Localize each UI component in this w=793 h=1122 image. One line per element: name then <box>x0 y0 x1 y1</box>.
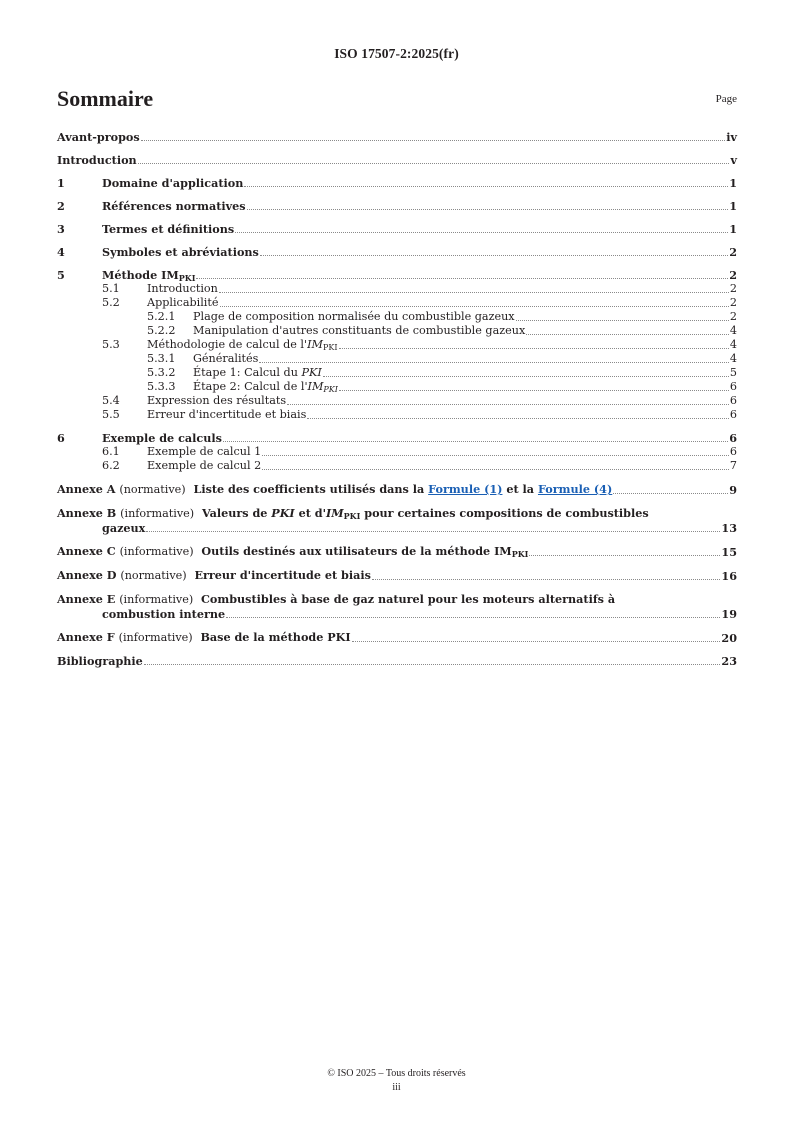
toc-number: 5 <box>57 268 65 282</box>
annex-type: (informative) <box>118 631 193 644</box>
dot-leader <box>529 555 720 556</box>
toc-page: 5 <box>729 366 737 379</box>
subscript: PKI <box>322 343 338 352</box>
toc-entry-introduction[interactable] <box>57 153 737 167</box>
dot-leader <box>138 163 730 164</box>
toc-label: Bibliographie <box>57 654 143 668</box>
toc-page: 2 <box>729 296 737 309</box>
toc-label-text: Méthode IM <box>102 268 179 282</box>
annex-title-line <box>57 506 737 521</box>
toc-label: Plage de composition normalisée du combustible gazeux <box>193 310 515 323</box>
toc-number: 5.1 <box>102 282 120 295</box>
toc-number: 6.2 <box>102 459 120 472</box>
dot-leader <box>235 232 728 233</box>
toc-label: Exemple de calcul 1 <box>147 445 262 458</box>
toc-label: Applicabilité <box>147 296 219 309</box>
dot-leader <box>219 292 729 293</box>
toc-page: 13 <box>721 521 737 535</box>
toc-entry-5[interactable] <box>57 268 737 282</box>
toc-entry-annex-a[interactable] <box>57 482 737 497</box>
toc-label: Erreur d'incertitude et biais <box>147 408 307 421</box>
subscript: PKI <box>323 385 338 394</box>
toc-number: 5.3.1 <box>147 352 176 365</box>
italic-symbol: PKI <box>271 506 295 520</box>
toc-label: combustion interne <box>102 607 226 621</box>
toc-entry-5-2-2[interactable] <box>57 324 737 338</box>
toc-entry-5-3-1[interactable] <box>57 352 737 366</box>
toc-entry-6-2[interactable] <box>57 459 737 473</box>
annex-id: Annexe A <box>57 482 116 496</box>
toc-label: Exemple de calculs <box>102 431 222 445</box>
toc-page: 16 <box>721 569 737 583</box>
dot-leader <box>223 441 728 442</box>
dot-leader <box>516 320 729 321</box>
toc-page: 4 <box>729 352 737 365</box>
toc-label: Symboles et abréviations <box>102 245 259 259</box>
toc-label-text: Erreur d'incertitude et biais <box>194 568 371 582</box>
annex-title-line <box>57 592 737 607</box>
dot-leader <box>339 348 729 349</box>
annex-type: (informative) <box>119 593 194 606</box>
toc-label <box>57 544 528 559</box>
dot-leader <box>526 334 729 335</box>
toc-label: Introduction <box>147 282 218 295</box>
toc-entry-annex-b[interactable] <box>57 506 737 535</box>
toc-entry-5-3-2[interactable] <box>57 366 737 380</box>
toc-label: gazeux <box>102 521 146 535</box>
toc-number: 5.2 <box>102 296 120 309</box>
title-row <box>57 86 737 112</box>
dot-leader <box>141 140 726 141</box>
toc-label: Expression des résultats <box>147 394 287 407</box>
toc-label-text: Outils destinés aux utilisateurs de la méthode IM <box>201 544 512 558</box>
annex-id: Annexe D <box>57 568 117 582</box>
dot-leader <box>144 664 721 665</box>
annex-id: Annexe F <box>57 630 115 644</box>
toc-label: Introduction <box>57 153 137 167</box>
toc-entry-6[interactable] <box>57 431 737 445</box>
toc-label <box>57 630 351 645</box>
toc-entry-annex-f[interactable] <box>57 630 737 645</box>
toc-page: 2 <box>729 310 737 323</box>
toc-page: 6 <box>729 380 737 393</box>
toc-number: 5.5 <box>102 408 120 421</box>
annex-type: (informative) <box>120 507 195 520</box>
annex-id: Annexe E <box>57 592 116 606</box>
formula-1-link[interactable]: Formule (1) <box>428 482 503 496</box>
toc-label-text: et d' <box>298 506 327 520</box>
toc-number: 5.4 <box>102 394 120 407</box>
toc-number: 6 <box>57 431 65 445</box>
dot-leader <box>260 255 728 256</box>
page-footer <box>0 1067 793 1095</box>
dot-leader <box>226 617 720 618</box>
toc-label: Termes et définitions <box>102 222 235 236</box>
toc-number: 5.3.2 <box>147 366 176 379</box>
toc-entry-5-3[interactable] <box>57 338 737 352</box>
italic-symbol: PKI <box>301 366 322 379</box>
italic-symbol: IM <box>307 380 324 393</box>
toc-page: 6 <box>729 431 737 445</box>
toc-label: Domaine d'application <box>102 176 244 190</box>
toc-page: 1 <box>729 176 737 190</box>
dot-leader <box>146 531 720 532</box>
dot-leader <box>247 209 729 210</box>
page-number: iii <box>392 1082 401 1093</box>
toc-label-text: Liste des coefficients utilisés dans la <box>193 482 425 496</box>
toc-label-text: Étape 1: Calcul du <box>193 366 302 379</box>
toc-label <box>193 380 338 394</box>
toc-label <box>57 482 612 497</box>
toc-number: 4 <box>57 245 65 259</box>
toc-entry-4[interactable] <box>57 245 737 259</box>
annex-continuation <box>57 607 737 621</box>
dot-leader <box>259 362 728 363</box>
toc-page: 4 <box>729 338 737 351</box>
dot-leader <box>352 641 721 642</box>
toc-number: 2 <box>57 199 65 213</box>
toc-page: 19 <box>721 607 737 621</box>
page-column-label: Page <box>715 93 737 105</box>
document-header: ISO 17507-2:2025(fr) <box>334 46 459 61</box>
toc-page: 2 <box>729 245 737 259</box>
italic-symbol: IM <box>307 338 323 351</box>
toc-label: Avant-propos <box>57 130 140 144</box>
toc-label: Références normatives <box>102 199 246 213</box>
toc-entry-6-1[interactable] <box>57 445 737 459</box>
toc-page: 20 <box>721 631 737 645</box>
copyright-notice: © ISO 2025 – Tous droits réservés <box>327 1068 466 1079</box>
toc-page: 4 <box>729 324 737 337</box>
dot-leader <box>287 404 729 405</box>
dot-leader <box>220 306 729 307</box>
toc-page: 15 <box>721 545 737 559</box>
annex-type: (informative) <box>119 545 194 558</box>
dot-leader <box>339 390 729 391</box>
toc-entry-3[interactable] <box>57 222 737 236</box>
toc-number: 5.3.3 <box>147 380 176 393</box>
toc-label <box>147 338 338 352</box>
subscript: PKI <box>178 273 196 283</box>
dot-leader <box>262 455 729 456</box>
dot-leader <box>244 186 728 187</box>
dot-leader <box>372 579 721 580</box>
toc-entry-annex-d[interactable] <box>57 568 737 583</box>
toc-number: 3 <box>57 222 65 236</box>
toc-label-text: Combustibles à base de gaz naturel pour les moteurs alternatifs à <box>201 592 616 606</box>
toc-page: 6 <box>729 394 737 407</box>
toc-entry-5-2[interactable] <box>57 296 737 310</box>
dot-leader <box>196 278 728 279</box>
toc-number: 5.2.1 <box>147 310 176 323</box>
toc-page: 1 <box>729 199 737 213</box>
toc-page: 6 <box>729 408 737 421</box>
toc-page: 1 <box>729 222 737 236</box>
annex-id: Annexe C <box>57 544 116 558</box>
annex-type: (normative) <box>119 483 186 496</box>
toc-label: Exemple de calcul 2 <box>147 459 262 472</box>
toc-entry-5-1[interactable] <box>57 282 737 296</box>
toc-label-text: Étape 2: Calcul de l' <box>193 380 308 393</box>
toc-page: 9 <box>729 483 737 497</box>
toc-entry-annex-e[interactable] <box>57 592 737 621</box>
table-of-contents <box>57 130 737 668</box>
toc-number: 5.2.2 <box>147 324 176 337</box>
dot-leader <box>323 376 729 377</box>
toc-page: iv <box>726 130 737 144</box>
toc-page: 6 <box>729 445 737 458</box>
dot-leader <box>307 418 729 419</box>
italic-symbol: IM <box>326 506 344 520</box>
toc-label: Généralités <box>193 352 259 365</box>
toc-entry-5-3-3[interactable] <box>57 380 737 394</box>
subscript: PKI <box>511 549 529 559</box>
toc-number: 5.3 <box>102 338 120 351</box>
toc-entry-5-2-1[interactable] <box>57 310 737 324</box>
toc-label-text: Base de la méthode PKI <box>200 630 351 644</box>
formula-4-link[interactable]: Formule (4) <box>537 482 613 496</box>
toc-entry-5-4[interactable] <box>57 394 737 408</box>
toc-label <box>57 568 371 583</box>
toc-page: 23 <box>721 654 737 668</box>
toc-label-text: Valeurs de <box>201 506 268 520</box>
toc-entry-avant-propos[interactable] <box>57 130 737 144</box>
page-title: Sommaire <box>57 86 154 111</box>
dot-leader <box>262 469 729 470</box>
toc-number: 1 <box>57 176 65 190</box>
toc-entry-1[interactable] <box>57 176 737 190</box>
toc-number: 6.1 <box>102 445 120 458</box>
toc-entry-2[interactable] <box>57 199 737 213</box>
dot-leader <box>613 493 728 494</box>
toc-label-text: et la <box>506 482 535 496</box>
toc-label <box>193 366 322 380</box>
annex-continuation <box>57 521 737 535</box>
toc-label-text: pour certaines compositions de combustibles <box>364 506 649 520</box>
toc-entry-5-5[interactable] <box>57 408 737 422</box>
annex-id: Annexe B <box>57 506 117 520</box>
annex-type: (normative) <box>120 569 187 582</box>
toc-label <box>102 268 195 282</box>
toc-label-text: Méthodologie de calcul de l' <box>147 338 308 351</box>
subscript: PKI <box>343 511 361 521</box>
toc-page: 2 <box>729 268 737 282</box>
toc-page: v <box>730 153 737 167</box>
toc-page: 2 <box>729 282 737 295</box>
toc-page: 7 <box>729 459 737 472</box>
toc-entry-bibliographie[interactable] <box>57 654 737 668</box>
toc-label: Manipulation d'autres constituants de combustible gazeux <box>193 324 526 337</box>
toc-entry-annex-c[interactable] <box>57 544 737 559</box>
